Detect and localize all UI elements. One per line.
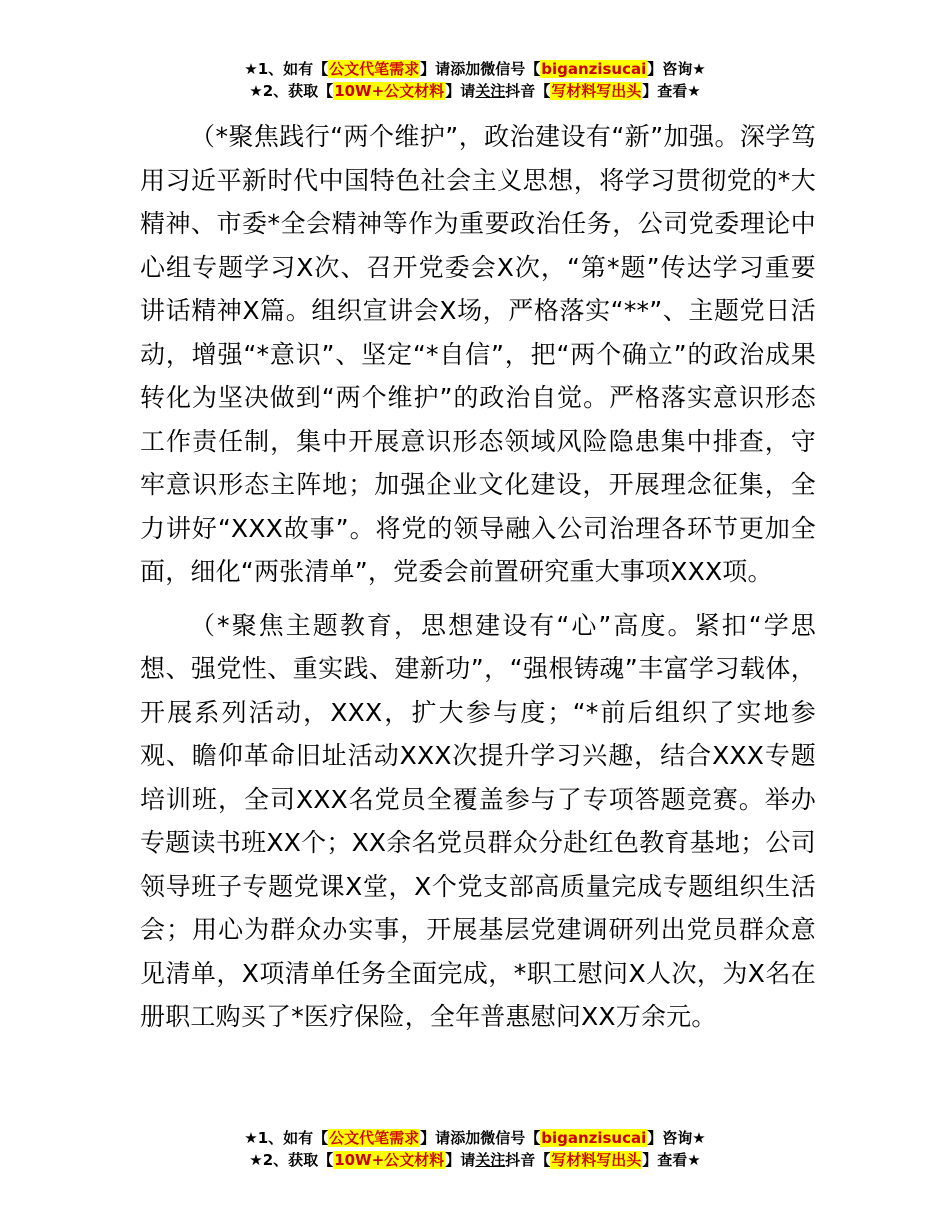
header-banner (0, 58, 950, 102)
banner-emphasis: 关注 (475, 1151, 506, 1169)
highlight-materials: 10W+公文材料 (334, 1151, 445, 1169)
banner-text: 】请 (445, 1151, 476, 1169)
banner-text: ★1、如有【 (244, 1129, 329, 1147)
banner-text: 】请 (420, 1129, 451, 1147)
highlight-douyin-id: 写材料写出头 (551, 82, 642, 100)
document-body (140, 115, 816, 1049)
banner-line-1 (0, 1127, 950, 1149)
paragraph-ideological-building: （*聚焦主题教育，思想建设有“心”高度。紧扣“学思想、强党性、重实践、建新功”，“强根铸魂”丰富学习载体，开展系列活动，XXX，扩大参与度；“*前后组织了实地参观、瞻仰革命旧址活动XXX次提升学习兴趣，结合XXX专题培训班，全司XXX名党员全覆盖参与了专项答题竞赛。举办专题读书班XX个；XX余名党员群众分赴红色教育基地；公司领导班子专题党课X堂，X个党支部高质量完成专题组织生活会；用心为群众办实事，开展基层党建调研列出党员群众意见清单，X项清单任务全面完成，*职工慰问X人次，为X名在册职工购买了*医疗保险，全年普惠慰问XX万余元。 (140, 610, 816, 1031)
banner-text: 抖音【 (505, 1151, 551, 1169)
banner-text: 】请 (445, 82, 476, 100)
highlight-wechat-id: biganzisucai (541, 60, 647, 78)
banner-text: 微信号【 (480, 1129, 541, 1147)
banner-emphasis: 添加 (450, 60, 481, 78)
highlight-service: 公文代笔需求 (329, 60, 420, 78)
banner-text: ★2、获取【 (249, 1151, 334, 1169)
banner-text: 抖音【 (505, 82, 551, 100)
banner-emphasis: 添加 (450, 1129, 481, 1147)
banner-emphasis: 关注 (475, 82, 506, 100)
banner-text: 】请 (420, 60, 451, 78)
highlight-douyin-id: 写材料写出头 (551, 1151, 642, 1169)
banner-text: ★1、如有【 (244, 60, 329, 78)
highlight-materials: 10W+公文材料 (334, 82, 445, 100)
banner-text: 】咨询★ (647, 60, 706, 78)
banner-line-2 (0, 1149, 950, 1171)
banner-line-2 (0, 80, 950, 102)
banner-text: ★2、获取【 (249, 82, 334, 100)
highlight-wechat-id: biganzisucai (541, 1129, 647, 1147)
paragraph-political-building: （*聚焦践行“两个维护”，政治建设有“新”加强。深学笃用习近平新时代中国特色社会主义思想，将学习贯彻党的*大精神、市委*全会精神等作为重要政治任务，公司党委理论中心组专题学习X次、召开党委会X次，“第*题”传达学习重要讲话精神X篇。组织宣讲会X场，严格落实“**”、主题党日活动，增强“*意识”、坚定“*自信”，把“两个确立”的政治成果转化为坚决做到“两个维护”的政治自觉。严格落实意识形态工作责任制，集中开展意识形态领域风险隐患集中排查，守牢意识形态主阵地；加强企业文化建设，开展理念征集，全力讲好“XXX故事”。将党的领导融入公司治理各环节更加全面，细化“两张清单”，党委会前置研究重大事项XXX项。 (140, 122, 816, 586)
banner-text: 】咨询★ (647, 1129, 706, 1147)
banner-text: 】查看★ (642, 1151, 701, 1169)
banner-text: 微信号【 (480, 60, 541, 78)
footer-banner (0, 1127, 950, 1171)
highlight-service: 公文代笔需求 (329, 1129, 420, 1147)
banner-line-1 (0, 58, 950, 80)
banner-text: 】查看★ (642, 82, 701, 100)
